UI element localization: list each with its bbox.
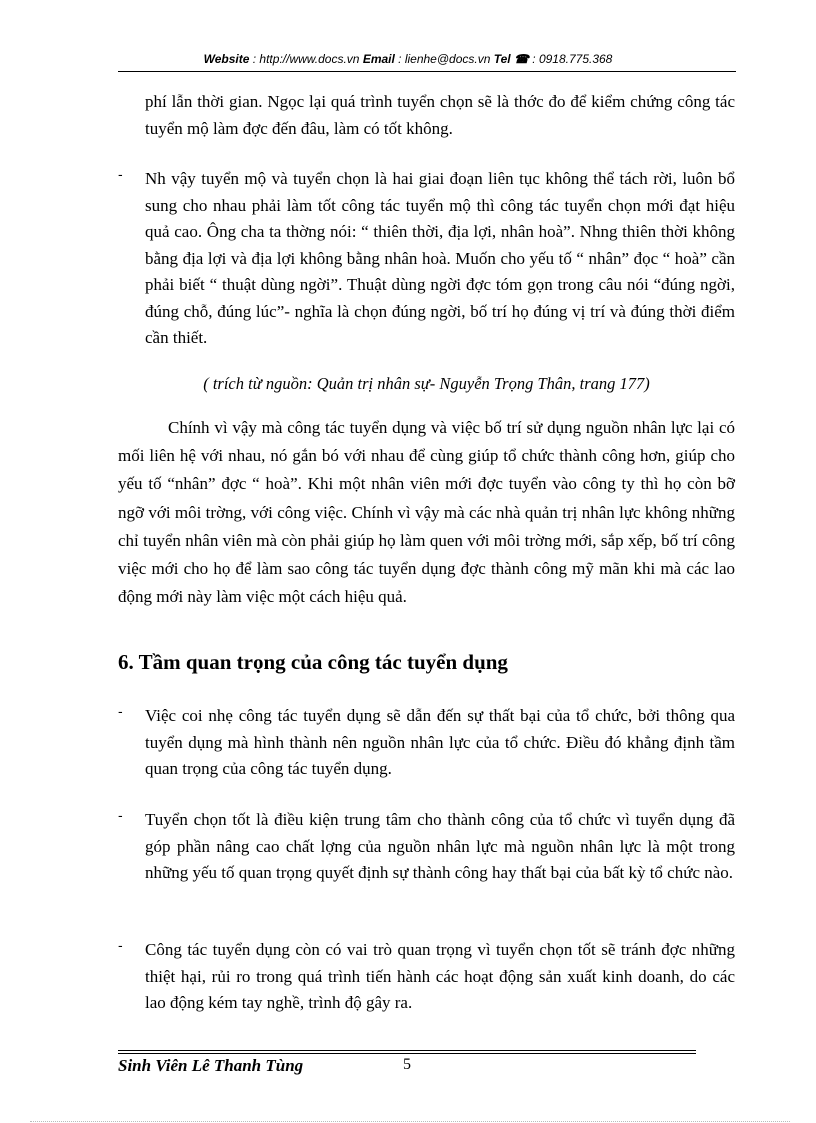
bullet-paragraph-1: Việc coi nhẹ công tác tuyển dụng sẽ dẫn đến sự thất bại của tổ chức, bởi thông qua tuyển dụng mà hình thành nên nguồn nhân lực của tổ chức. Điều đó khẳng định tầm quan trọng của công tác tuyển dụng.: [145, 706, 735, 778]
tel-label: Tel: [493, 52, 511, 66]
bullet-marker: -: [118, 703, 123, 719]
paragraph-relationship: Chính vì vậy mà công tác tuyển dụng và việc bố trí sử dụng nguồn nhân lực lại có mối liên hệ với nhau, nó gắn bó với nhau để cùng giúp tổ chức thành công hơn, giúp cho yếu tố “nhân” đợc “ hoà”. Khi một nhân viên mới đợc tuyển vào công ty thì họ còn bỡ ngỡ với môi trờng, với công việc. Chính vì vậy mà các nhà quản trị nhân lực không những chỉ tuyển nhân viên mà còn phải giúp họ làm quen với môi trờng mới, sắp xếp, bố trí công việc mới cho họ để làm sao công tác tuyển dụng đợc thành công mỹ mãn khi mà các lao động mới này làm việc một cách hiệu quả.: [118, 418, 735, 607]
phone-icon: ☎: [513, 52, 529, 66]
footer-author: Sinh Viên Lê Thanh Tùng: [118, 1056, 304, 1075]
footer-divider-bottom: [118, 1053, 696, 1054]
bullet-marker: -: [118, 937, 123, 953]
email-value: : lienhe@docs.vn: [394, 52, 494, 66]
tel-value: : 0918.775.368: [528, 52, 613, 66]
paragraph-continued: phí lẫn thời gian. Ngọc lại quá trình tuyển chọn sẽ là thớc đo để kiểm chứng công tác tuyển mộ làm đợc đến đâu, làm có tốt không.: [145, 92, 735, 138]
page-header: [0, 52, 816, 66]
footer-divider-top: [118, 1050, 696, 1051]
bullet-paragraph-3: Công tác tuyển dụng còn có vai trò quan trọng vì tuyển chọn tốt sẽ tránh đợc những thiệt hại, rủi ro trong quá trình tiến hành các hoạt động sản xuất kinh doanh, do các lao động kém tay nghề, trình độ gây ra.: [145, 940, 735, 1012]
citation: ( trích từ nguồn: Quản trị nhân sự- Nguyễn Trọng Thân, trang 177): [203, 374, 650, 393]
page-edge-line: [30, 1121, 790, 1122]
header-divider: [118, 71, 736, 72]
bullet-paragraph-2: Tuyển chọn tốt là điều kiện trung tâm cho thành công của tổ chức vì tuyển dụng đã góp phần nâng cao chất lợng của nguồn nhân lực mà nguồn nhân lực là một trong những yếu tố quan trọng quyết định sự thành công hay thất bại của bất kỳ tổ chức nào.: [145, 810, 735, 882]
section-heading: 6. Tầm quan trọng của công tác tuyển dụng: [118, 650, 508, 674]
page-number: 5: [403, 1056, 411, 1073]
paragraph-recruitment-selection: Nh vậy tuyển mộ và tuyển chọn là hai giai đoạn liên tục không thể tách rời, luôn bổ sung cho nhau phải làm tốt công tác tuyển mộ thì công tác tuyển chọn mới đạt hiệu quả cao. Ông cha ta thờng nói: “ thiên thời, địa lợi, nhân hoà”. Nhng thiên thời không bằng địa lợi và địa lợi không bằng nhân hoà. Muốn cho yếu tố “ nhân” đọc “ hoà” cần phải biết “ thuật dùng ngời”. Thuật dùng ngời đợc tóm gọn trong câu nói “đúng ngời, đúng chỗ, đúng lúc”- nghĩa là chọn đúng ngời, bố trí họ đúng vị trí và đúng thời điểm cần thiết.: [145, 169, 735, 347]
website-value: : http://www.docs.vn: [249, 52, 363, 66]
website-label: Website: [203, 52, 250, 66]
email-label: Email: [362, 52, 395, 66]
bullet-marker: -: [118, 807, 123, 823]
bullet-marker: -: [118, 166, 123, 182]
